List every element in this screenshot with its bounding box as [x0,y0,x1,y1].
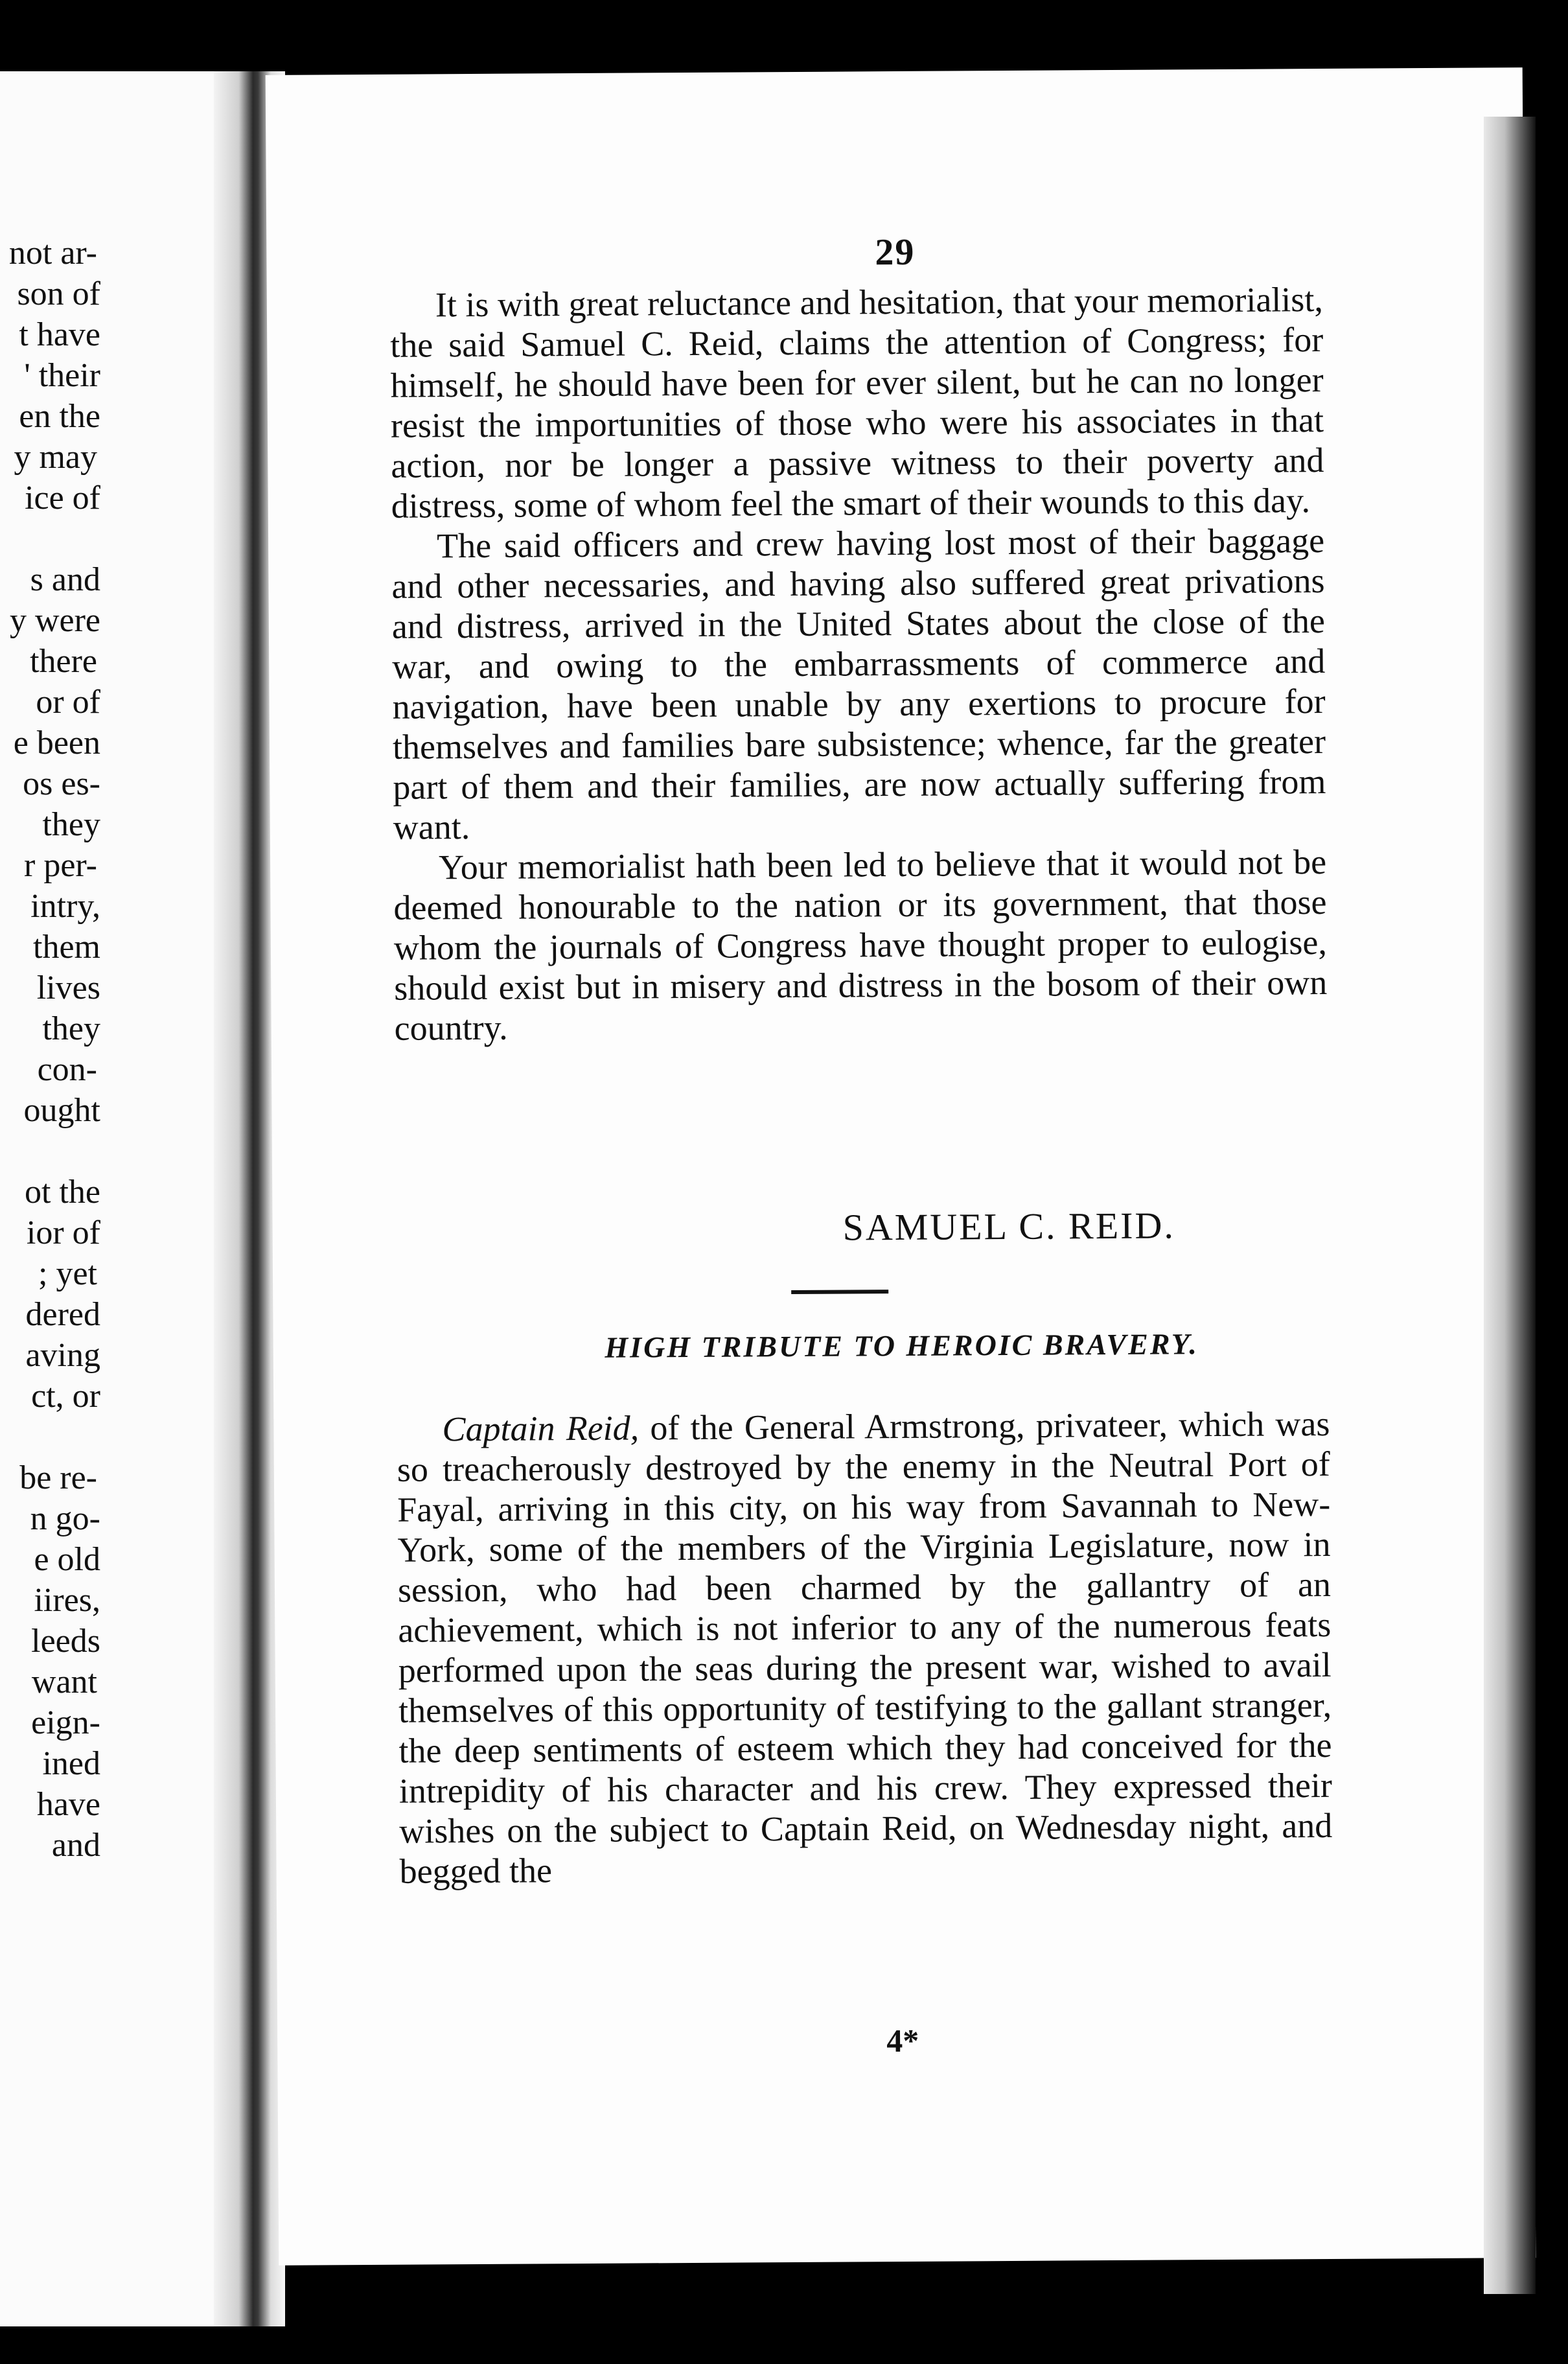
section-divider [791,1290,888,1294]
left-page-fragment: ot the [25,1174,100,1211]
left-page-fragment: ; yet [38,1255,97,1292]
left-page-fragment: t have [19,316,100,353]
left-page-fragment: e been [13,724,100,761]
left-page-fragment: lives [36,969,100,1006]
page-number: 29 [875,230,916,273]
tribute-text [397,1404,1333,1892]
left-page-fragment: want [31,1663,97,1700]
paragraph-reluctance: It is with great reluctance and hesitation, that your memorialist, the said Samuel C. Reid, claims the attention of Congress; for himself, he should have been for ever silent, but he can no longer resist the importunities of those who were his associates in that action, nor be longer a passive witness to their poverty and distress, some of whom feel the smart of their wounds to this day. [390,279,1324,526]
page-edge-shadow [1484,117,1536,2294]
left-page-fragment: os es- [23,765,100,802]
paragraph-officers-crew: The said officers and crew having lost most of their baggage and other necessaries, and having also suffered great privations and distress, arrived in the United States about the close of the war, and owing to the embarrassments of commerce and navigation, have been unable by any exertions to procure for themselves and families bare subsistence; whence, far the greater part of them and their families, are now actually suffering from want. [391,520,1326,847]
left-page-fragment: n go- [30,1500,100,1537]
left-page-fragment: en the [19,398,100,435]
signature-mark: 4* [886,2022,919,2059]
left-page-fragment: eign- [31,1704,100,1741]
section-heading: HIGH TRIBUTE TO HEROIC BRAVERY. [605,1327,1199,1364]
left-page-fragment: them [33,929,100,966]
left-page-fragment: or of [36,684,100,721]
left-page-fragment: aving [25,1337,100,1374]
signature: SAMUEL C. REID. [842,1204,1176,1249]
paragraph-lead-italic: Captain Reid, [442,1408,640,1449]
left-page-fragment: y may [14,439,97,476]
left-page-fragment: ior of [26,1214,100,1251]
paragraph-memorialist-belief: Your memorialist hath been led to believe that it would not be deemed honourable to the nation or its government, that those whom the journals of Congress have thought proper to eulogise, should exist but in misery and distress in the bosom of their own country. [393,842,1328,1048]
left-page-fragment: have [36,1786,100,1823]
left-page-fragment: iires, [34,1582,100,1619]
left-page-fragment: ct, or [31,1378,100,1415]
left-page-fragment: be re- [19,1459,97,1496]
left-page-fragment: there [30,643,97,680]
left-page-fragment: and [51,1827,100,1864]
left-page-fragment: intry, [30,888,100,925]
left-page-fragment: ined [42,1745,100,1782]
left-page-fragment: e old [34,1541,100,1578]
left-page-fragment: con- [37,1051,97,1088]
left-page-fragment: they [42,806,100,843]
left-page-fragment: they [42,1010,100,1047]
left-page-fragment: leeds [31,1623,100,1660]
left-page-fragment: son of [17,275,100,312]
memorial-text [390,279,1328,1049]
right-page [266,67,1536,2266]
left-page-fragment: ' their [24,357,100,394]
paragraph-captain-reid [397,1404,1333,1892]
left-page-fragment: ice of [25,480,100,516]
left-page-fragment: dered [25,1296,100,1333]
paragraph-body: of the General Armstrong, privateer, which was so treacherously destroyed by the enemy in the Neutral Port of Fayal, arriving in this city, on his way from Savannah to New-York, some of the members of the Virginia Legislature, now in session, who had been charmed by the gallantry of an achievement, which is not inferior to any of the numerous feats performed upon the seas during the present war, wished to avail themselves of this opportunity of testifying to the gallant stranger, the deep sentiments of esteem which they had conceived for the intrepidity of his character and his crew. They expressed their wishes on the subject to Captain Reid, on Wednesday night, and begged the [397,1404,1333,1891]
left-page-fragment: ought [23,1092,100,1129]
left-page-fragment: r per- [24,847,97,884]
left-page-fragment: y were [9,602,100,639]
left-page-fragment: s and [30,561,100,598]
left-page-fragment: not ar- [8,235,97,272]
